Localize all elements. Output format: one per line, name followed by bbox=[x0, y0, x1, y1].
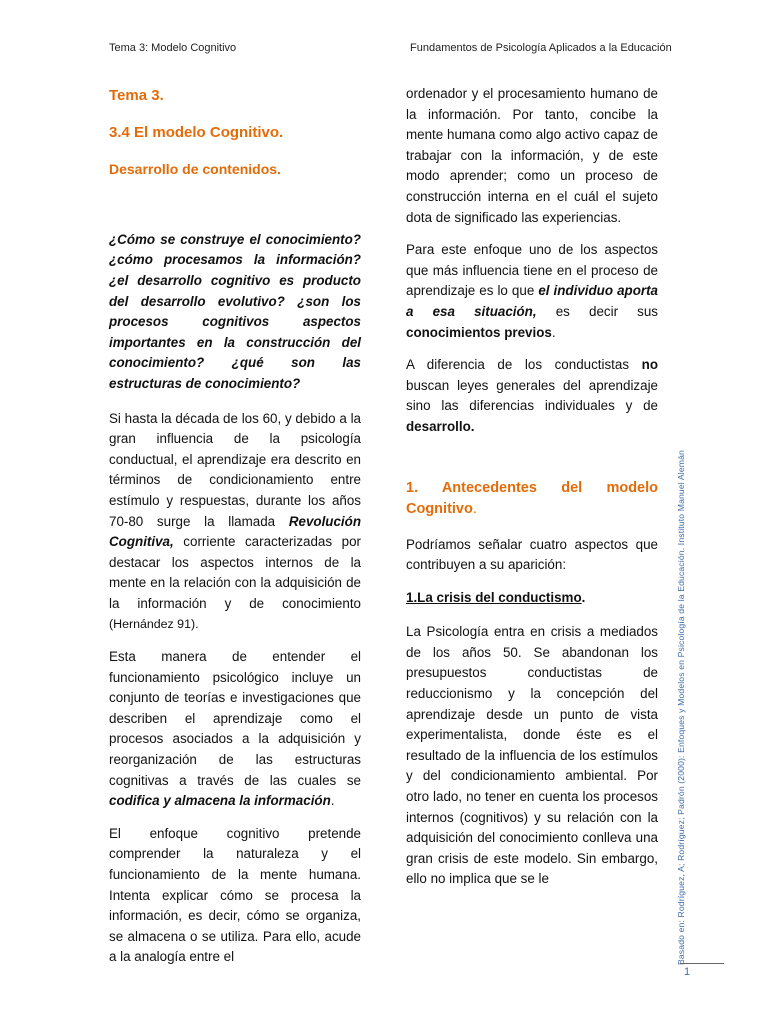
sub1-title: 1.La crisis del conductismo bbox=[406, 589, 582, 605]
section-antecedentes-heading bbox=[406, 478, 658, 521]
page-number: 1 bbox=[684, 966, 691, 978]
p1-emphasis: Revolución Cognitiva, bbox=[109, 513, 361, 550]
p6-text-c: buscan leyes generales del aprendizaje sino las diferencias individuales y de bbox=[406, 377, 658, 414]
footer-rule bbox=[680, 963, 724, 964]
paragraph-ordenador: ordenador y el procesamiento humano de la información. Por tanto, concibe la mente humana como algo activo capaz de trabajar con la información, y de este modo aprender; como un proceso de construcción interna en el cuál el sujeto dota de significado las experiencias. bbox=[406, 86, 658, 225]
right-column bbox=[406, 84, 658, 902]
guiding-questions: ¿Cómo se construye el conocimiento? ¿cómo procesamos la información? ¿el desarrollo cognitivo es producto del desarrollo evolutivo? ¿son los procesos cognitivos aspectos importantes en la construcción del conocimiento? ¿qué son las estructuras de conocimiento? bbox=[109, 231, 361, 391]
p5-bold: conocimientos previos bbox=[406, 324, 552, 340]
p6-bold-no: no bbox=[641, 357, 658, 373]
p6-text-a: A diferencia de los conductistas bbox=[406, 357, 642, 373]
subsection-heading: Desarrollo de contenidos. bbox=[109, 161, 281, 178]
p1-text-a: Si hasta la década de los 60, y debido a la gran influencia de la psicología conductual, el aprendizaje era descrito en términos de condicionamiento entre estímulo y respuestas, durante los años 70-80 surge la llamada bbox=[109, 410, 361, 529]
left-column bbox=[109, 84, 361, 980]
subheading-crisis-conductismo bbox=[406, 588, 658, 609]
p2-emphasis: codifica y almacena la información bbox=[109, 793, 331, 809]
p5-text-c: es decir sus bbox=[536, 303, 658, 319]
p5-text-a: Para este enfoque uno de los aspectos que más influencia tiene en el proceso de aprendizaje es lo que bbox=[406, 242, 658, 299]
p5-emphasis: el individuo aporta a esa situación, bbox=[406, 283, 658, 319]
running-header-left: Tema 3: Modelo Cognitivo bbox=[109, 42, 237, 54]
section-heading: 3.4 El modelo Cognitivo. bbox=[109, 123, 284, 141]
paragraph-conocimientos-previos bbox=[406, 240, 658, 343]
paragraph-cuatro-aspectos: Podríamos señalar cuatro aspectos que contribuyen a su aparición: bbox=[406, 536, 658, 573]
tema-heading: Tema 3. bbox=[109, 87, 164, 104]
paragraph-funcionamiento bbox=[109, 647, 361, 812]
section1-period: . bbox=[472, 501, 477, 517]
p2-text-a: Esta manera de entender el funcionamiento psicológico incluye un conjunto de teorías e investigaciones que describen el aprendizaje como el procesos asociados a la adquisición y reorganización de las estructuras cognitivas a través de las cuales se bbox=[109, 649, 361, 788]
section1-title: 1. Antecedentes del modelo Cognitivo bbox=[406, 479, 658, 517]
paragraph-revolucion-cognitiva bbox=[109, 409, 361, 636]
sidebar-source-note: Basado en: Rodríguez, A; Rodríguez; Padrón (2000): Enfoques y Modelos en Psicología de la Educación. Instituto Manuel Alemán bbox=[676, 450, 686, 965]
sub1-period: . bbox=[581, 589, 586, 605]
p6-bold-desarrollo: desarrollo. bbox=[406, 418, 475, 434]
p1-text-c: corriente caracterizadas por destacar los aspectos internos de la mente en la relación con la adquisición de la información y de conocimiento bbox=[109, 534, 361, 611]
p2-text-c: . bbox=[330, 793, 335, 809]
paragraph-crisis: La Psicología entra en crisis a mediados de los años 50. Se abandonan los presupuestos conductistas de reduccionismo y la concepción del aprendizaje desde un punto de vista experimentalista, donde éste es el resultado de la influencia de los estímulos y del condicionamiento ambiental. Por otro lado, no tener en cuenta los procesos internos (cognitivos) y su relación con la adquisición del conocimiento conlleva una gran crisis de este modelo. Sin embargo, ello no implica que se le bbox=[406, 624, 658, 887]
running-header-right: Fundamentos de Psicología Aplicados a la Educación bbox=[410, 42, 672, 54]
paragraph-diferencias bbox=[406, 355, 658, 437]
p5-text-e: . bbox=[551, 324, 556, 340]
paragraph-enfoque-cognitivo: El enfoque cognitivo pretende comprender la naturaleza y el funcionamiento de la mente humana. Intenta explicar cómo se procesa la información, es decir, cómo se organiza, se almacena o se utiliza. Para ello, acude a la analogía entre el bbox=[109, 825, 361, 965]
p1-citation: (Hernández 91). bbox=[109, 617, 199, 632]
